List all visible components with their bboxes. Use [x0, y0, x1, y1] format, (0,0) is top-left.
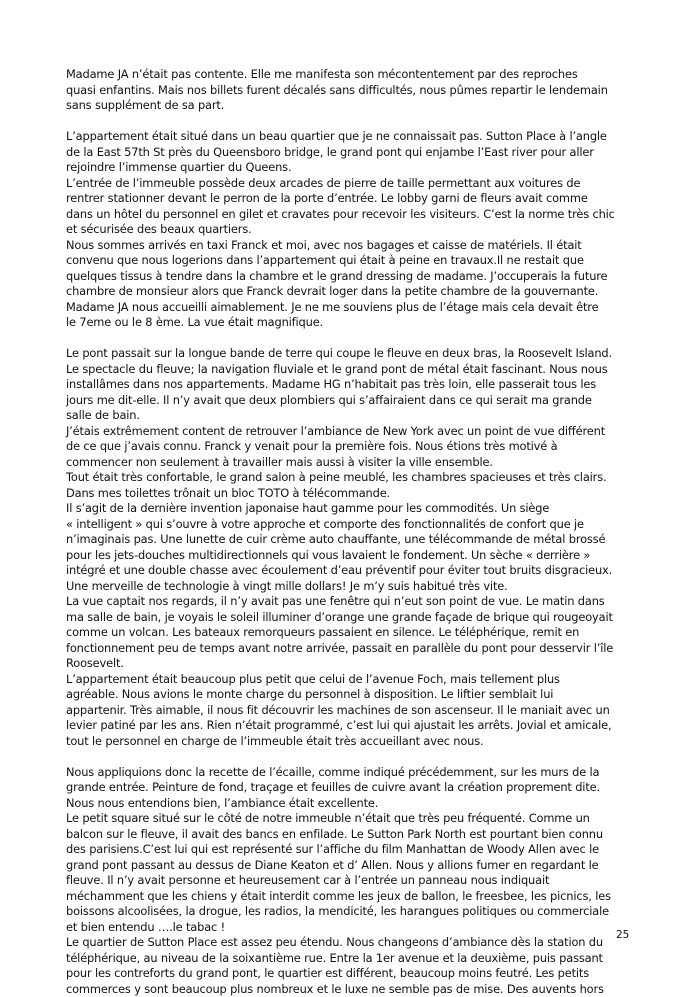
text-line: pour les contreforts du grand pont, le quartier est différent, beaucoup moins feutré. Les petits [66, 966, 636, 982]
text-line: installâmes dans nos appartements. Madame HG n’habitait pas très loin, elle passerait tous les [66, 377, 636, 393]
paragraph [66, 346, 636, 749]
text-line: le 7eme ou le 8 ème. La vue était magnifique. [66, 315, 636, 331]
text-line: grand pont passant au dessus de Diane Keaton et d’ Allen. Nous y allions fumer en regardant le [66, 858, 636, 874]
paragraph-gap [66, 749, 636, 765]
text-line: fleuve. Il n’y avait personne et heureusement car à l’entrée un panneau nous indiquait [66, 873, 636, 889]
text-line: L’entrée de l’immeuble possède deux arcades de pierre de taille permettant aux voitures de [66, 176, 636, 192]
text-line: méchamment que les chiens y était interdit comme les jeux de ballon, le freesbee, les picnics, les [66, 889, 636, 905]
text-line: rejoindre l’immense quartier du Queens. [66, 160, 636, 176]
text-line: levier patiné par les ans. Rien n’était programmé, c’est lui qui ajustait les arrêts. Jovial et amicale, [66, 718, 636, 734]
text-line: commencer non seulement à travailler mais aussi à visiter la ville ensemble. [66, 455, 636, 471]
page-number: 25 [616, 929, 629, 941]
text-line: quasi enfantins. Mais nos billets furent décalés sans difficultés, nous pûmes repartir le lendemain [66, 83, 636, 99]
text-line: Le pont passait sur la longue bande de terre qui coupe le fleuve en deux bras, la Roosevelt Island. [66, 346, 636, 362]
text-line: intégré et une double chasse avec écoulement d’eau préventif pour éviter tout bruits disgracieux. [66, 563, 636, 579]
text-line: appartenir. Très aimable, il nous fit découvrir les machines de son ascenseur. Il le maniait avec un [66, 703, 636, 719]
text-line: L’appartement était situé dans un beau quartier que je ne connaissait pas. Sutton Place à l’angle [66, 129, 636, 145]
text-line: grande entrée. Peinture de fond, traçage et feuilles de cuivre avant la création proprement dite. [66, 780, 636, 796]
text-line: fonctionnement peu de temps avant notre arrivée, passait en parallèle du pont pour desservir l’île [66, 641, 636, 657]
paragraph-gap [66, 331, 636, 347]
text-line: et bien entendu ….le tabac ! [66, 920, 636, 936]
text-line: Le quartier de Sutton Place est assez peu étendu. Nous changeons d’ambiance dès la station du [66, 935, 636, 951]
text-line: Le petit square situé sur le côté de notre immeuble n’était que très peu fréquenté. Comme un [66, 811, 636, 827]
text-line: Nous sommes arrivés en taxi Franck et moi, avec nos bagages et caisse de matériels. Il était [66, 238, 636, 254]
text-line: et sécurisée des beaux quartiers. [66, 222, 636, 238]
text-line: Nous appliquions donc la recette de l’écaille, comme indiqué précédemment, sur les murs de la [66, 765, 636, 781]
text-line: salle de bain. [66, 408, 636, 424]
text-line: Une merveille de technologie à vingt mille dollars! Je m’y suis habitué très vite. [66, 579, 636, 595]
text-line: commerces y sont beaucoup plus nombreux et le luxe ne semble pas de mise. Des auvents hors [66, 982, 636, 997]
text-line: sans supplément de sa part. [66, 98, 636, 114]
text-line: ma salle de bain, je voyais le soleil illuminer d’orange une grande façade de brique qui rougeoyait [66, 610, 636, 626]
paragraph [66, 67, 636, 114]
text-line: La vue captait nos regards, il n’y avait pas une fenêtre qui n’eut son point de vue. Le matin dans [66, 594, 636, 610]
paragraph [66, 129, 636, 331]
text-line: téléphérique, au niveau de la soixantième rue. Entre la 1er avenue et la deuxième, puis passant [66, 951, 636, 967]
text-line: rentrer stationner devant le perron de la porte d’entrée. Le lobby garni de fleurs avait comme [66, 191, 636, 207]
text-line: de ce que j’avais connu. Franck y venait pour la première fois. Nous étions très motivé à [66, 439, 636, 455]
document-body [66, 67, 636, 997]
text-line: boissons alcoolisées, la drogue, les radios, la mendicité, les harangues politiques ou commerciale [66, 904, 636, 920]
text-line: agréable. Nous avions le monte charge du personnel à disposition. Le liftier semblait lui [66, 687, 636, 703]
text-line: de la East 57th St près du Queensboro bridge, le grand pont qui enjambe l’East river pour aller [66, 145, 636, 161]
text-line: « intelligent » qui s’ouvre à votre approche et comporte des fonctionnalités de confort que je [66, 517, 636, 533]
text-line: Il s’agit de la dernière invention japonaise haut gamme pour les commodités. Un siège [66, 501, 636, 517]
text-line: chambre de monsieur alors que Franck devrait loger dans la petite chambre de la gouvernante. [66, 284, 636, 300]
text-line: pour les jets-douches multidirectionnels qui vous lavaient le fondement. Un sèche « derrière » [66, 548, 636, 564]
text-line: J’étais extrêmement content de retrouver l’ambiance de New York avec un point de vue différent [66, 424, 636, 440]
text-line: Nous nous entendions bien, l’ambiance était excellente. [66, 796, 636, 812]
text-line: Dans mes toilettes trônait un bloc TOTO à télécommande. [66, 486, 636, 502]
text-line: Madame JA n’était pas contente. Elle me manifesta son mécontentement par des reproches [66, 67, 636, 83]
text-line: convenu que nous logerions dans l’appartement qui était à peine en travaux.Il ne restait que [66, 253, 636, 269]
text-line: balcon sur le fleuve, il avait des bancs en enfilade. Le Sutton Park North est pourtant bien connu [66, 827, 636, 843]
text-line: des parisiens.C’est lui qui est représenté sur l’affiche du film Manhattan de Woody Allen avec le [66, 842, 636, 858]
text-line: Le spectacle du fleuve; la navigation fluviale et le grand pont de métal était fascinant. Nous nous [66, 362, 636, 378]
text-line: jours me dit-elle. Il n’y avait que deux plombiers qui s’affairaient dans ce qui serait ma grande [66, 393, 636, 409]
text-line: tout le personnel en charge de l’immeuble était très accueillant avec nous. [66, 734, 636, 750]
paragraph [66, 765, 636, 997]
text-line: Madame JA nous accueilli aimablement. Je ne me souviens plus de l’étage mais cela devait être [66, 300, 636, 316]
text-line: Tout était très confortable, le grand salon à peine meublé, les chambres spacieuses et très clairs. [66, 470, 636, 486]
text-line: comme un volcan. Les bateaux remorqueurs passaient en silence. Le téléphérique, remit en [66, 625, 636, 641]
text-line: n’imaginais pas. Une lunette de cuir crème auto chauffante, une télécommande de métal brossé [66, 532, 636, 548]
text-line: quelques tissus à tendre dans la chambre et le grand dressing de madame. J’occuperais la future [66, 269, 636, 285]
text-line: Roosevelt. [66, 656, 636, 672]
text-line: L’appartement était beaucoup plus petit que celui de l’avenue Foch, mais tellement plus [66, 672, 636, 688]
text-line: dans un hôtel du personnel en gilet et cravates pour recevoir les visiteurs. C’est la norme très chic [66, 207, 636, 223]
paragraph-gap [66, 114, 636, 130]
